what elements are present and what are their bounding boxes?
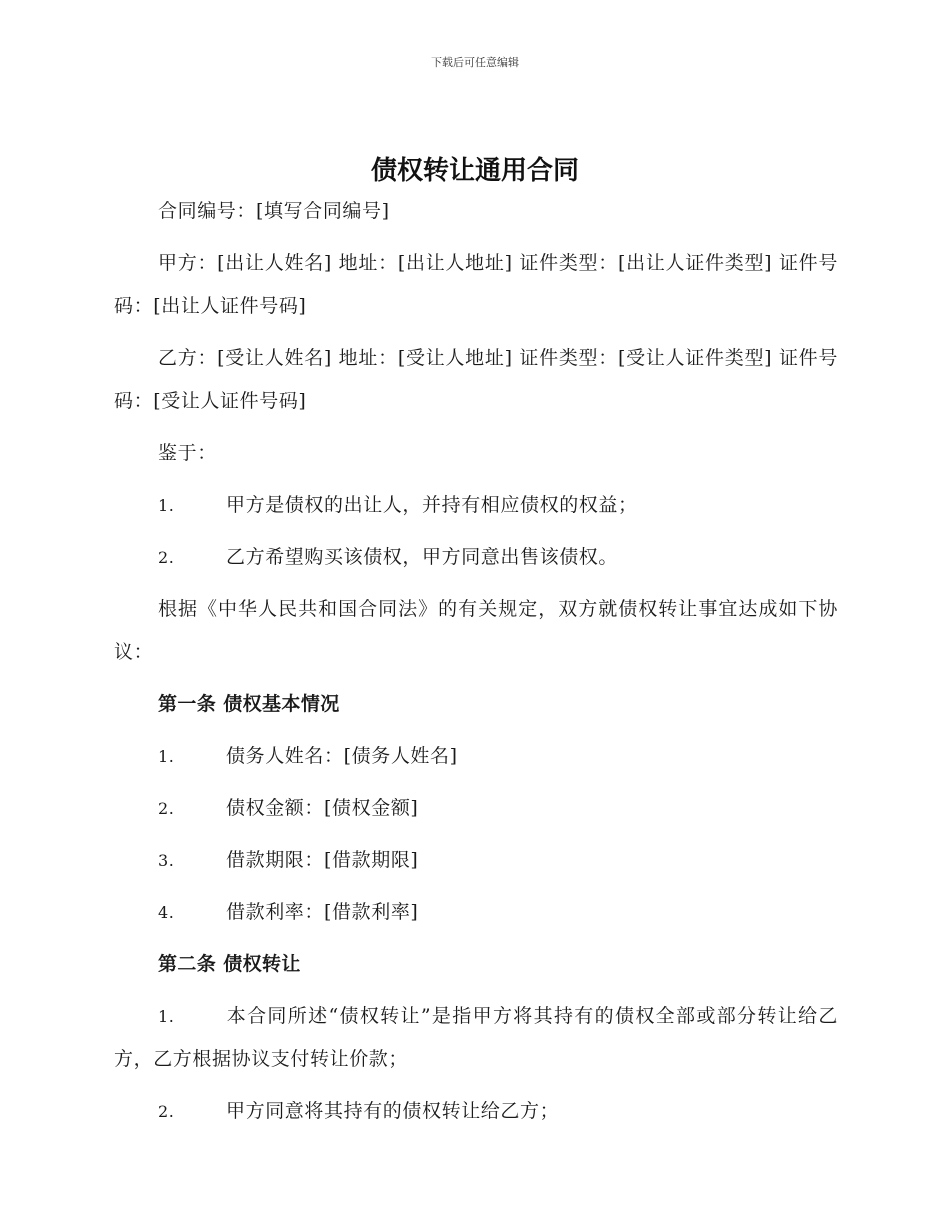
item-text: 借款利率：[借款利率]	[226, 901, 419, 923]
item-text: 债务人姓名：[债务人姓名]	[226, 745, 458, 767]
item-text: 甲方同意将其持有的债权转让给乙方；	[226, 1100, 560, 1122]
item-number: 2.	[158, 548, 175, 567]
item-text: 债权金额：[债权金额]	[226, 797, 419, 819]
list-item	[114, 735, 838, 778]
item-number: 1.	[158, 747, 175, 766]
article-2-heading: 第二条 债权转让	[158, 953, 301, 975]
item-number: 2.	[158, 799, 175, 818]
contract-number: 合同编号：[填写合同编号]	[158, 200, 390, 222]
list-item	[114, 536, 838, 579]
item-text: 本合同所述“债权转让”是指甲方将其持有的债权全部或部分转让给乙方，乙方根据协议支付转让价款；	[114, 1005, 838, 1070]
header-note: 下载后可任意编辑	[431, 56, 519, 69]
list-item	[114, 995, 838, 1081]
item-number: 2.	[158, 1102, 175, 1121]
list-item	[114, 787, 838, 830]
item-text: 借款期限：[借款期限]	[226, 849, 419, 871]
list-item	[114, 891, 838, 934]
agreement-intro: 根据《中华人民共和国合同法》的有关规定，双方就债权转让事宜达成如下协议：	[114, 598, 838, 663]
list-item	[114, 839, 838, 882]
whereas-label: 鉴于：	[158, 442, 217, 464]
item-text: 乙方希望购买该债权，甲方同意出售该债权。	[226, 546, 619, 568]
item-number: 1.	[158, 1007, 175, 1026]
contract-body	[114, 190, 838, 1142]
item-number: 3.	[158, 851, 175, 870]
document-title: 债权转让通用合同	[370, 156, 579, 186]
list-item	[114, 484, 838, 527]
item-text: 甲方是债权的出让人，并持有相应债权的权益；	[226, 494, 638, 516]
item-number: 1.	[158, 496, 175, 515]
item-number: 4.	[158, 903, 175, 922]
list-item	[114, 1090, 838, 1133]
article-1-heading: 第一条 债权基本情况	[158, 693, 340, 715]
party-a-info: 甲方：[出让人姓名] 地址：[出让人地址] 证件类型：[出让人证件类型] 证件号码：[出让人证件号码]	[114, 252, 838, 317]
party-b-info: 乙方：[受让人姓名] 地址：[受让人地址] 证件类型：[受让人证件类型] 证件号码：[受让人证件号码]	[114, 347, 838, 412]
